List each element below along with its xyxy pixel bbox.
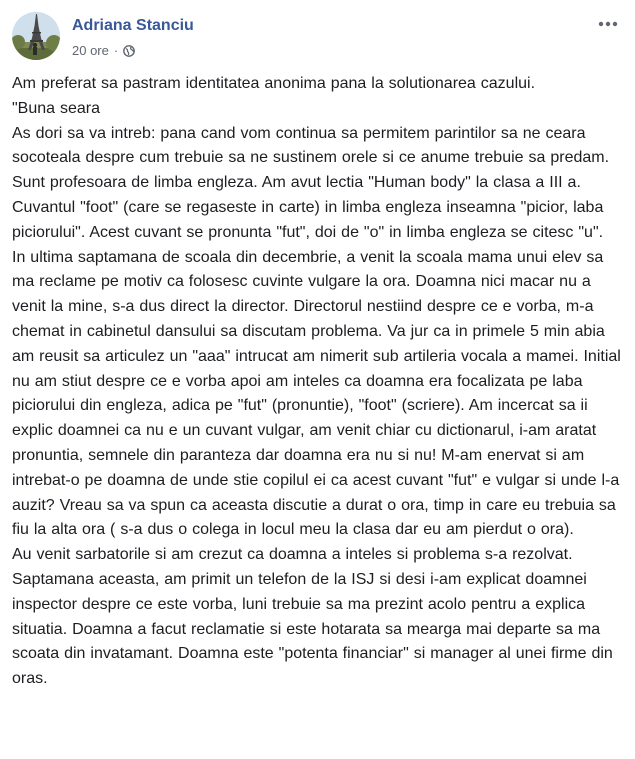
post-paragraph: As dori sa va intreb: pana cand vom continua sa permitem parintilor sa ne ceara socoteala despre cum trebuie sa ne sustinem orele si ce anume trebuie sa predam. [12,124,610,167]
meta-separator: · [113,43,119,58]
post-paragraph: Am preferat sa pastram identitatea anonima pana la solutionarea cazului. [12,75,536,92]
eiffel-tower-photo [12,12,60,60]
globe-icon[interactable] [123,45,135,57]
more-options-icon[interactable] [597,16,619,32]
post-meta [72,43,135,58]
author-name[interactable]: Adriana Stanciu [72,17,194,34]
post-paragraph: "Buna seara [12,99,101,117]
post-header [12,12,623,60]
post-body [12,72,622,692]
post-paragraph: Sunt profesoara de limba engleza. Am avut lectia "Human body" la clasa a III a. Cuvantul "foot" (care se regaseste in carte) in limba engleza inseamna "picior, laba piciorului". Acest cuvant se pronunta "fut", doi de "o" in limba engleza se citesc "u". [12,174,604,241]
post-paragraph: Au venit sarbatorile si am crezut ca doamna a inteles si problema s-a rezolvat. Saptamana aceasta, am primit un telefon de la ISJ si desi i-am explicat doamnei inspector despre ce este vorba, luni trebuie sa ma prezint acolo pentru a explica situatia. Doamna a facut reclamatie si este hotarata sa mearga mai departe sa ma scoata din invatamant. Doamna este "potenta financiar" si manager al unei firme din oras. [12,546,613,688]
post-paragraph: In ultima saptamana de scoala din decembrie, a venit la scoala mama unui elev sa ma reclame pe motiv ca folosesc cuvinte vulgare la ora. Doamna nici macar nu a venit la mine, s-a dus direct la director. Directorul nestiind despre ce e vorba, m-a chemat in cabinetul dansului sa discutam problema. Va jur ca in primele 5 min abia am reusit sa articulez un "aaa" intrucat am nimerit sub artileria vocala a mamei. Initial nu am stiut despre ce e vorba apoi am inteles ca doamna era focalizata pe laba piciorului din engleza, adica pe "fut" (pronuntie), "foot" (scriere). Am incercat sa ii explic doamnei ca nu e un cuvant vulgar, am venit chiar cu dictionarul, i-am aratat pronuntia, semnele din paranteza dar doamna era nu si nu! M-am enervat si am intrebat-o pe doamna de unde stie copilul ei ca acest cuvant "fut" e vulgar si unde l-a auzit? Vreau sa va spun ca aceasta discutie a durat o ora, timp in care eu trebuia sa fiu la alta ora ( s-a dus o colega in locul meu la clasa dar eu am pierdut o ora). [12,248,621,539]
post-timestamp[interactable]: 20 ore [72,43,109,58]
avatar[interactable] [12,12,60,60]
